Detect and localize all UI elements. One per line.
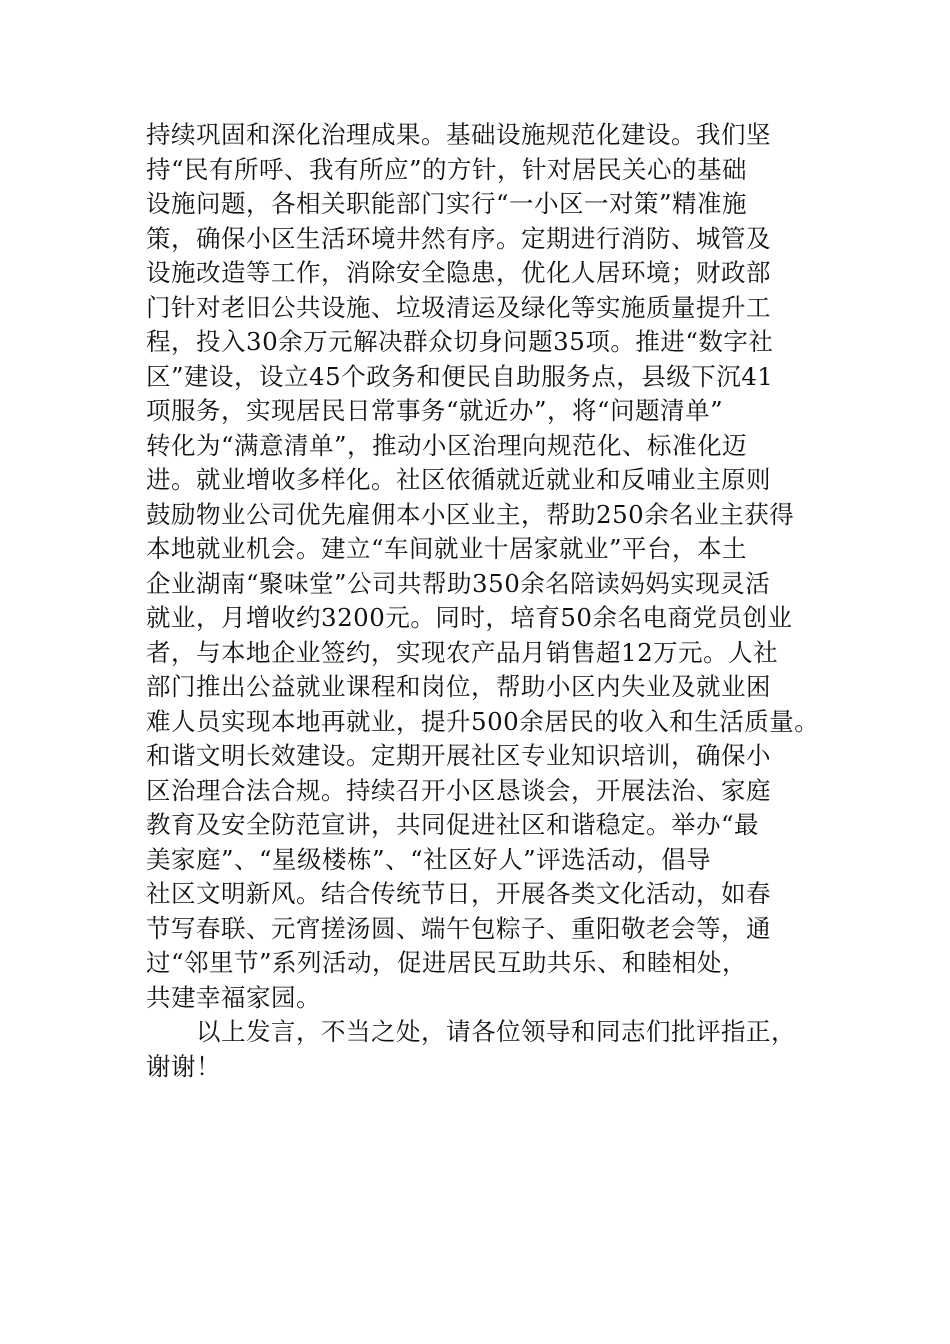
text-line: 区治理合法合规。持续召开小区恳谈会，开展法治、家庭 <box>146 775 771 805</box>
text-line: 鼓励物业公司优先雇佣本小区业主，帮助250余名业主获得 <box>146 499 795 529</box>
text-line: 设施改造等工作，消除安全隐患，优化人居环境；财政部 <box>146 258 771 287</box>
text-line: 持“民有所呼、我有所应”的方针，针对居民关心的基础 <box>146 154 748 184</box>
text-line: 企业湖南“聚味堂”公司共帮助350余名陪读妈妈实现灵活 <box>146 568 771 598</box>
text-line: 转化为“满意清单”，推动小区治理向规范化、标准化迈 <box>146 430 748 460</box>
text-line: 者，与本地企业签约，实现农产品月销售超12万元。人社 <box>146 637 779 667</box>
text-line: 社区文明新风。结合传统节日，开展各类文化活动，如春 <box>146 879 771 908</box>
text-line: 项服务，实现居民日常事务“就近办”，将“问题清单” <box>146 396 724 425</box>
text-line: 进。就业增收多样化。社区依循就近就业和反哺业主原则 <box>146 465 771 494</box>
text-line: 共建幸福家园。 <box>146 982 321 1012</box>
text-line: 策，确保小区生活环境井然有序。定期进行消防、城管及 <box>146 223 771 253</box>
text-line: 区”建设，设立45个政务和便民自助服务点，县级下沉41 <box>146 361 774 391</box>
text-line: 节写春联、元宵搓汤圆、端午包粽子、重阳敬老会等，通 <box>146 913 771 943</box>
closing-line: 谢谢！ <box>146 1051 221 1081</box>
text-line: 美家庭”、“星级楼栋”、“社区好人”评选活动，倡导 <box>146 844 712 874</box>
text-line: 程，投入30余万元解决群众切身问题35项。推进“数字社 <box>146 327 774 356</box>
text-line: 难人员实现本地再就业，提升500余居民的收入和生活质量。 <box>146 706 820 736</box>
text-line: 和谐文明长效建设。定期开展社区专业知识培训，确保小 <box>146 741 771 770</box>
body-text <box>146 118 836 1084</box>
text-line: 过“邻里节”系列活动，促进居民互助共乐、和睦相处， <box>146 948 748 977</box>
text-line: 持续巩固和深化治理成果。基础设施规范化建设。我们坚 <box>146 120 771 149</box>
text-line: 部门推出公益就业课程和岗位，帮助小区内失业及就业困 <box>146 672 771 701</box>
text-line: 教育及安全防范宣讲，共同促进社区和谐稳定。举办“最 <box>146 810 760 839</box>
text-line: 本地就业机会。建立“车间就业十居家就业”平台，本土 <box>146 534 748 563</box>
text-line: 就业，月增收约3200元。同时，培育50余名电商党员创业 <box>146 603 793 632</box>
text-line: 设施问题，各相关职能部门实行“一小区一对策”精准施 <box>146 189 748 218</box>
text-line: 门针对老旧公共设施、垃圾清运及绿化等实施质量提升工 <box>146 292 771 322</box>
closing-line: 以上发言，不当之处，请各位领导和同志们批评指正， <box>196 1017 796 1046</box>
